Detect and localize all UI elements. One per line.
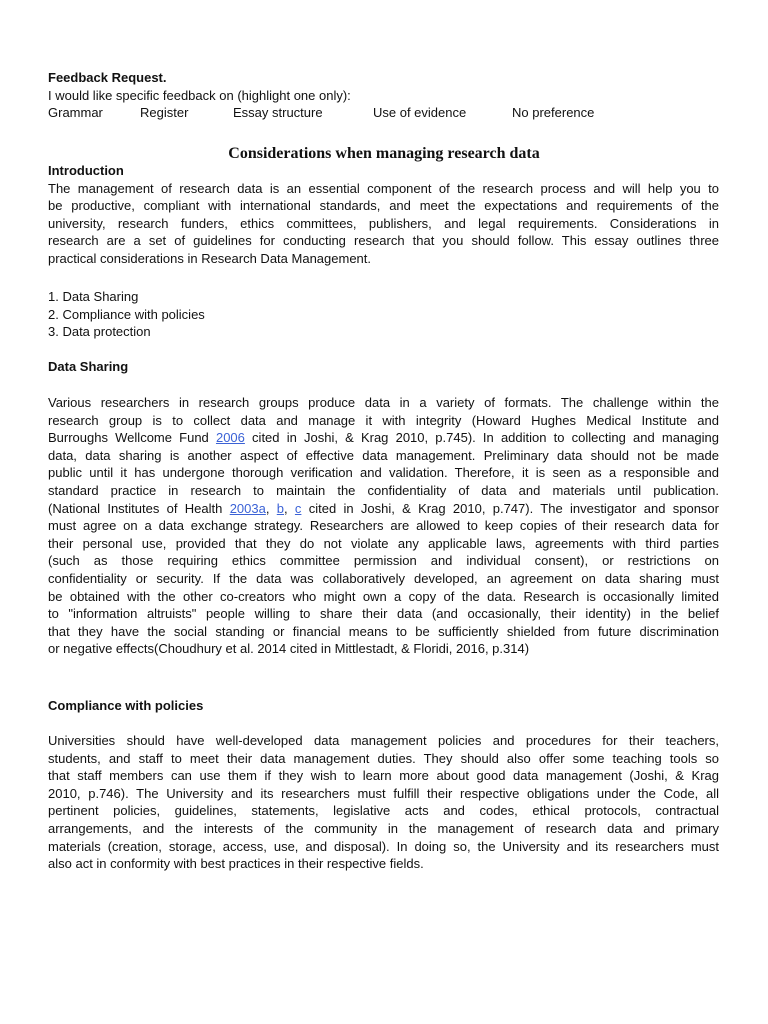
citation-link-2003a[interactable]: 2003a [229,500,266,516]
text-segment: cited in Joshi, & Krag 2010, p.745). In addition to collecting and managing [244,430,719,446]
compliance-line: students, and staff to meet their data management duties. They should also offer some teaching tools so [48,750,719,766]
feedback-heading: Feedback Request. [48,70,167,85]
option-grammar[interactable]: Grammar [48,105,103,121]
text-segment: cited in Joshi, & Krag 2010, p.747). The investigator and sponsor [301,500,719,516]
sharing-line: that they have the social standing or financial means to be sufficiently shielded from future discrimination [48,623,719,639]
sharing-line: confidentiality or security. If the data was collaboratively developed, an agreement on data sharing must [48,570,719,586]
text-segment: , [284,500,295,516]
introduction-heading: Introduction [48,163,124,178]
compliance-heading: Compliance with policies [48,698,204,713]
introduction-section [48,162,719,268]
sharing-line: data, data sharing is another aspect of effective data management. Preliminary data should not be made [48,447,719,463]
citation-link-b[interactable]: b [276,500,284,516]
text-segment: Burroughs Wellcome Fund [48,430,216,446]
feedback-prompt: I would like specific feedback on (highlight one only): [48,87,351,103]
sharing-line: research group is to collect data and manage it with integrity (Howard Hughes Medical Institute and [48,412,719,428]
citation-link-2006[interactable]: 2006 [215,430,245,446]
compliance-line: pertinent policies, guidelines, statements, legislative acts and codes, ethical protocols, contractual [48,803,719,819]
sharing-line: be obtained with the other co-creators who might own a copy of the data. Research is occasionally limited [48,588,719,604]
intro-line: practical considerations in Research Data Management. [48,250,372,266]
text-segment: , [265,500,277,516]
sharing-line-with-links [48,500,719,518]
considerations-list [48,288,719,341]
data-sharing-paragraph [48,394,719,658]
compliance-paragraph [48,732,719,873]
data-sharing-heading-wrap [48,358,719,376]
compliance-line: 2010, p.746). The University and its researchers must fulfill their respective obligations under the Code, all [48,785,719,801]
compliance-line: arrangements, and the interests of the community in the management of research data and primary [48,820,719,836]
feedback-options [48,104,719,122]
option-use-of-evidence[interactable]: Use of evidence [373,105,467,121]
data-sharing-heading: Data Sharing [48,359,129,374]
sharing-line: must agree on a data exchange strategy. Researchers are allowed to keep copies of their research data for [48,518,719,534]
intro-line: The management of research data is an essential component of the research process and will help you to [48,180,719,196]
sharing-line: standard practice in research to maintain the confidentiality of data and materials until publication. [48,482,719,498]
sharing-line: Various researchers in research groups produce data in a variety of formats. The challenge within the [48,395,719,410]
feedback-section [48,69,719,122]
compliance-line: Universities should have well-developed data management policies and procedures for their teachers, [48,733,719,748]
option-no-preference[interactable]: No preference [512,105,595,121]
compliance-line: that staff members can use them if they wish to learn more about good data management (Joshi, & Krag [48,768,719,784]
sharing-line: to "information altruists" people willing to share their data (and occasionally, their identity) in the belief [48,606,719,622]
compliance-line: also act in conformity with best practices in their respective fields. [48,856,424,872]
text-segment: (National Institutes of Health [48,500,230,516]
compliance-line: materials (creation, storage, access, use, and disposal). In doing so, the University and its researchers must [48,838,719,854]
intro-line: research are a set of guidelines for conducting research that you should follow. This essay outlines three [48,233,719,249]
option-essay-structure[interactable]: Essay structure [233,105,323,121]
sharing-line: (such as those requiring ethics committee permission and individual consent), or restrictions on [48,553,719,569]
list-item: 1. Data Sharing [48,289,139,304]
sharing-line: their personal use, provided that they do not violate any applicable laws, agreements with third parties [48,535,719,551]
list-item: 2. Compliance with policies [48,306,205,322]
sharing-line: public until it has undergone thorough verification and validation. Therefore, it is seen as a responsible and [48,465,719,481]
list-item: 3. Data protection [48,324,151,340]
intro-line: be productive, compliant with international standards, and meet the expectations and requirements of the [48,198,719,214]
citation-link-c[interactable]: c [294,500,302,516]
sharing-line-with-link [48,429,719,447]
compliance-heading-wrap [48,697,719,715]
sharing-line: or negative effects(Choudhury et al. 2014 cited in Mittlestadt, & Floridi, 2016, p.314) [48,641,530,657]
intro-line: university, research funders, ethics committees, publishers, and legal requirements. Considerations in [48,215,719,231]
option-register[interactable]: Register [140,105,189,121]
document-title: Considerations when managing research data [228,145,540,162]
